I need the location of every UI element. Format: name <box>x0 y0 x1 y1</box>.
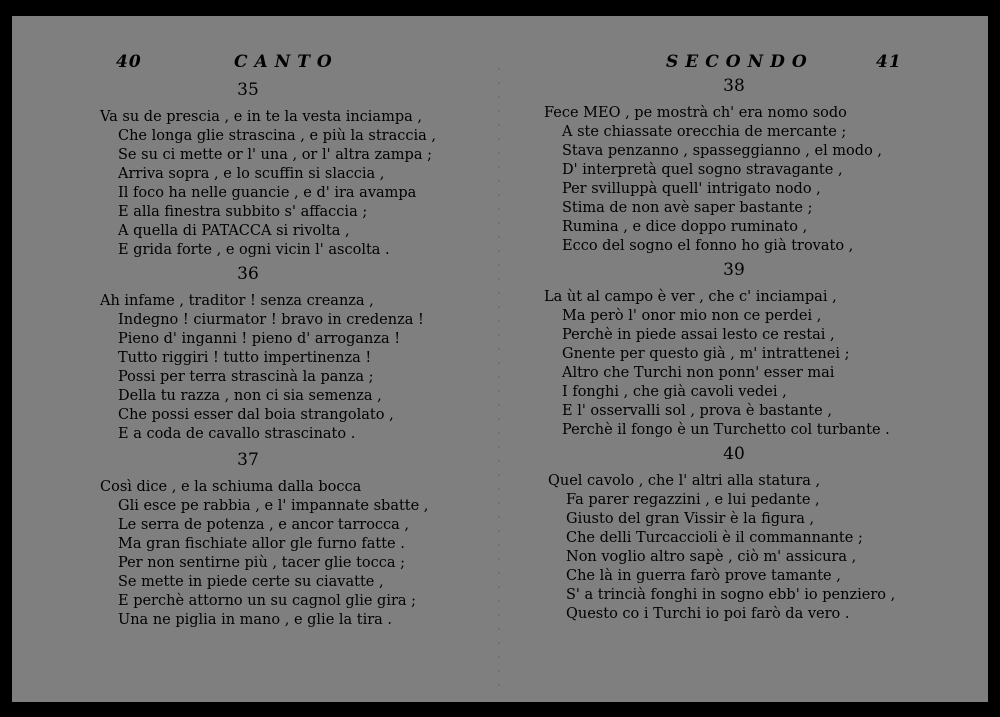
verse-line: Così dice , e la schiuma dalla bocca <box>100 479 362 495</box>
verse-line: Perchè in piede assai lesto ce restai , <box>562 327 835 343</box>
verse-line: Perchè il fongo è un Turchetto col turbante . <box>562 422 890 438</box>
verse-line: Della tu razza , non ci sia semenza , <box>118 388 382 404</box>
verse-line: D' interpretà quel sogno stravagante , <box>562 162 843 178</box>
stanza <box>544 288 890 440</box>
right-running-head: SECONDO <box>666 52 814 72</box>
verse-line: Quel cavolo , che l' altri alla statura , <box>548 473 821 489</box>
verse-line: Arriva sopra , e lo scuffin si slaccia , <box>118 166 385 182</box>
stanza <box>548 472 895 624</box>
verse-line: Questo co i Turchi io poi farò da vero . <box>566 606 850 622</box>
verse-line: Ma però l' onor mio non ce perdei , <box>562 308 822 324</box>
verse-line: Ah infame , traditor ! senza creanza , <box>100 293 374 309</box>
verse-line: Che possi esser dal boia strangolato , <box>118 407 394 423</box>
verse-line: Stava penzanno , spasseggianno , el modo , <box>562 143 883 159</box>
left-page-number: 40 <box>116 52 142 72</box>
verse-line: S' a trincià fonghi in sogno ebb' io penziero , <box>566 587 896 603</box>
verse-line: Fece MEO , pe mostrà ch' era nomo sodo <box>544 105 847 121</box>
stanza-number: 40 <box>723 444 745 464</box>
verse-line: E l' osservalli sol , prova è bastante , <box>562 403 832 419</box>
verse-line: Che là in guerra farò prove tamante , <box>566 568 841 584</box>
verse-line: Pieno d' inganni ! pieno d' arroganza ! <box>118 331 401 347</box>
verse-line: I fonghi , che già cavoli vedei , <box>562 384 787 400</box>
book-spread <box>12 16 988 702</box>
right-page <box>500 16 988 702</box>
verse-line: Se mette in piede certe su ciavatte , <box>118 574 384 590</box>
verse-line: Le serra de potenza , e ancor tarrocca , <box>118 517 410 533</box>
verse-line: Tutto riggiri ! tutto impertinenza ! <box>118 350 372 366</box>
stanza-number: 38 <box>723 76 745 96</box>
verse-line: Gnente per questo già , m' intrattenei ; <box>562 346 850 362</box>
verse-line: Se su ci mette or l' una , or l' altra zampa ; <box>118 147 432 163</box>
left-page <box>12 16 500 702</box>
verse-line: Che delli Turcaccioli è il commannante ; <box>566 530 863 546</box>
verse-line: Ma gran fischiate allor gle furno fatte . <box>118 536 405 552</box>
stanza <box>544 104 882 256</box>
left-running-head: CANTO <box>234 52 339 72</box>
verse-line: Indegno ! ciurmator ! bravo in credenza ! <box>118 312 424 328</box>
stanza <box>100 292 424 444</box>
verse-line: Possi per terra strascinà la panza ; <box>118 369 374 385</box>
verse-line: E a coda de cavallo strascinato . <box>118 426 356 442</box>
stanza-number: 35 <box>237 80 259 100</box>
verse-line: E perchè attorno un su cagnol glie gira ; <box>118 593 417 609</box>
verse-line: Giusto del gran Vissir è la figura , <box>566 511 815 527</box>
stanza <box>100 478 428 630</box>
stanza <box>100 108 436 260</box>
verse-line: E grida forte , e ogni vicin l' ascolta . <box>118 242 390 258</box>
stanza-number: 37 <box>237 450 259 470</box>
verse-line: La ùt al campo è ver , che c' inciampai , <box>544 289 837 305</box>
verse-line: A quella di PATACCA si rivolta , <box>118 223 350 239</box>
verse-line: Rumina , e dice doppo ruminato , <box>562 219 808 235</box>
stanza-number: 39 <box>723 260 745 280</box>
verse-line: Ecco del sogno el fonno ho già trovato , <box>562 238 854 254</box>
stanza-number: 36 <box>237 264 259 284</box>
verse-line: Gli esce pe rabbia , e l' impannate sbatte , <box>118 498 429 514</box>
verse-line: E alla finestra subbito s' affaccia ; <box>118 204 368 220</box>
verse-line: Che longa glie strascina , e più la straccia , <box>118 128 437 144</box>
verse-line: Non voglio altro sapè , ciò m' assicura , <box>566 549 857 565</box>
verse-line: Una ne piglia in mano , e glie la tira . <box>118 612 393 628</box>
verse-line: Stima de non avè saper bastante ; <box>562 200 813 216</box>
verse-line: Altro che Turchi non ponn' esser mai <box>562 365 835 381</box>
verse-line: Per svilluppà quell' intrigato nodo , <box>562 181 821 197</box>
verse-line: Fa parer regazzini , e lui pedante , <box>566 492 820 508</box>
right-page-number: 41 <box>876 52 902 72</box>
verse-line: Va su de prescia , e in te la vesta inciampa , <box>100 109 422 125</box>
verse-line: A ste chiassate orecchia de mercante ; <box>562 124 847 140</box>
verse-line: Per non sentirne più , tacer glie tocca ; <box>118 555 406 571</box>
verse-line: Il foco ha nelle guancie , e d' ira avampa <box>118 185 417 201</box>
